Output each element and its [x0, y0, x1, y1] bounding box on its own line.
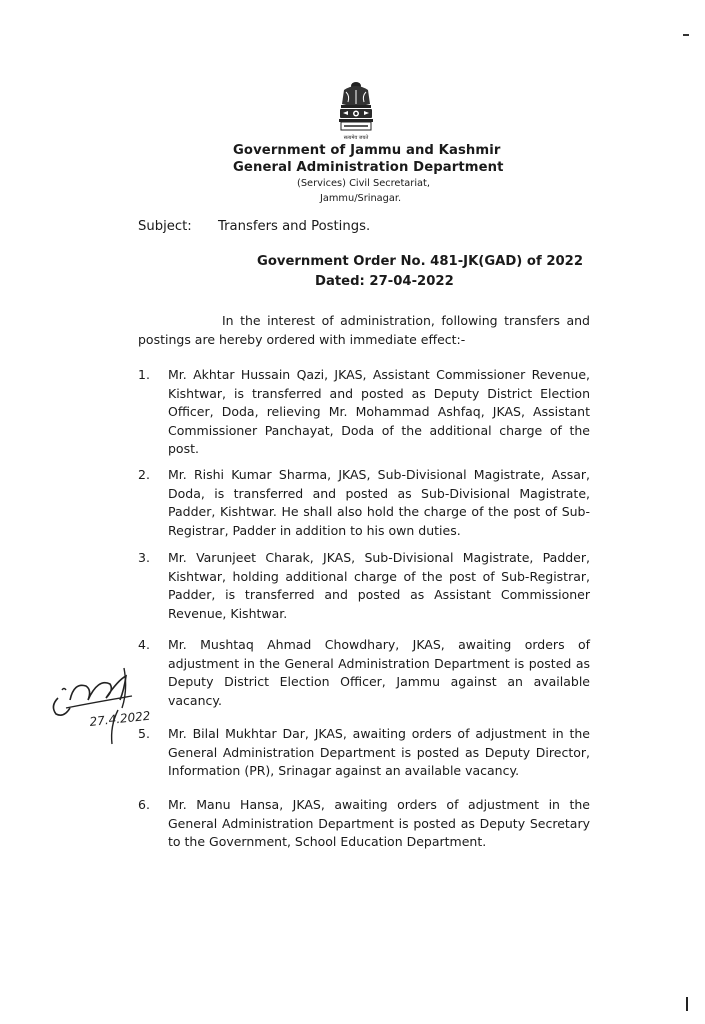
list-item [138, 549, 590, 623]
order-number: Government Order No. 481-JK(GAD) of 2022 [257, 254, 584, 269]
emblem-caption: सत्यमेव जयते [343, 135, 369, 141]
government-title: Government of Jammu and Kashmir [233, 143, 501, 158]
item-number: 5. [138, 726, 150, 741]
location-line: Jammu/Srinagar. [320, 193, 402, 204]
list-item [138, 796, 590, 852]
handwritten-signature [40, 660, 160, 746]
item-text: Mr. Mushtaq Ahmad Chowdhary, JKAS, awaiting orders of adjustment in the General Administration Department is posted as Deputy District Election Officer, Jammu against an available vacancy. [168, 637, 590, 708]
subject-value: Transfers and Postings. [218, 219, 371, 234]
list-item [138, 725, 590, 781]
item-text: Mr. Akhtar Hussain Qazi, JKAS, Assistant Commissioner Revenue, Kishtwar, is transferred and posted as Deputy District Election Officer, Doda, relieving Mr. Mohammad Ashfaq, JKAS, Assistant Commissioner Panchayat, Doda of the additional charge of the post. [168, 367, 590, 456]
item-text: Mr. Varunjeet Charak, JKAS, Sub-Divisional Magistrate, Padder, Kishtwar, holding additional charge of the post of Sub-Registrar, Padder, is transferred and posted as Assistant Commissioner Revenue, Kishtwar. [168, 550, 590, 621]
section-line: (Services) Civil Secretariat, [297, 178, 431, 189]
state-emblem-icon [330, 80, 382, 142]
item-number: 6. [138, 797, 150, 812]
item-text: Mr. Bilal Mukhtar Dar, JKAS, awaiting orders of adjustment in the General Administration Department is posted as Deputy Director, Information (PR), Srinagar against an available vacancy. [168, 726, 590, 778]
subject-label: Subject: [138, 219, 192, 234]
list-item [138, 366, 590, 459]
item-text: Mr. Manu Hansa, JKAS, awaiting orders of adjustment in the General Administration Department is posted as Deputy Secretary to the Government, School Education Department. [168, 797, 590, 849]
intro-paragraph: In the interest of administration, following transfers and postings are hereby ordered with immediate effect:- [138, 313, 590, 347]
department-title: General Administration Department [233, 160, 504, 175]
scan-mark [686, 997, 688, 1011]
list-item [138, 636, 590, 710]
item-text: Mr. Rishi Kumar Sharma, JKAS, Sub-Divisional Magistrate, Assar, Doda, is transferred and posted as Sub-Divisional Magistrate, Padder, Kishtwar. He shall also hold the charge of the post of Sub-Registrar, Padder in addition to his own duties. [168, 467, 590, 538]
order-date: Dated: 27-04-2022 [315, 274, 454, 289]
scan-mark [683, 34, 689, 36]
signature-date: 27.4.2022 [88, 708, 152, 729]
item-number: 3. [138, 550, 150, 565]
item-number: 4. [138, 637, 150, 652]
list-item [138, 466, 590, 540]
item-number: 1. [138, 367, 150, 382]
item-number: 2. [138, 467, 150, 482]
